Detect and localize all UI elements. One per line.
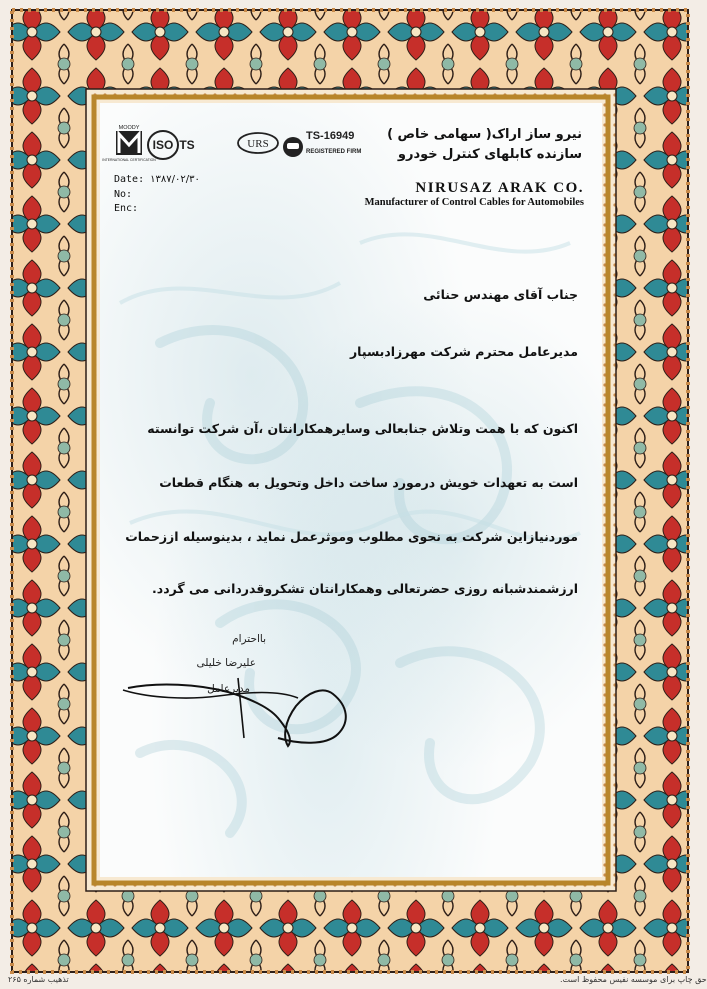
body-line-1: اکنون که با همت وتلاش جنابعالی وسایرهمکارانتان ،آن شرکت توانسته [147, 421, 578, 436]
enclosure-label: Enc: [114, 203, 139, 214]
signer-name: علیرضا خلیلی [196, 657, 256, 669]
urs-logo [238, 133, 278, 153]
ts-cert-sub-label: REGISTERED FIRM [306, 149, 362, 155]
company-tagline-en: Manufacturer of Control Cables for Automobiles [364, 197, 584, 208]
urs-label: URS [247, 138, 269, 150]
enclosure-row [114, 202, 200, 217]
date-value: ۱۳۸۷/۰۲/۳۰ [150, 174, 200, 185]
body-line-3: موردنیازاین شرکت به نحوی مطلوب وموثرعمل نماید ، بدینوسیله اززحمات [125, 529, 578, 544]
iso-label: ISO [152, 138, 174, 152]
iso-ts-logo [148, 131, 195, 159]
letter-meta [114, 173, 200, 217]
closing-salutation: بااحترام [232, 633, 266, 645]
signer-title: مدیرعامل [207, 683, 250, 695]
company-name-fa: نیرو ساز اراک( سهامی خاص ) [387, 127, 582, 142]
certification-logos [102, 123, 370, 173]
footer-left: تذهیب شماره ۲۶۵ [8, 975, 69, 984]
company-tagline-fa: سازنده کابلهای کنترل خودرو [397, 147, 582, 162]
marble-background [100, 103, 602, 877]
moody-sub-label: INTERNATIONAL CERTIFICATION [102, 158, 156, 162]
company-header-en [324, 180, 584, 208]
body-line-2: است به تعهدات خویش درمورد ساخت داخل وتحویل به هنگام قطعات [159, 475, 578, 490]
company-name-en: NIRUSAZ ARAK CO. [415, 180, 584, 196]
number-label: No: [114, 188, 133, 200]
letter-paper [100, 103, 602, 877]
date-label: Date: [114, 174, 145, 185]
ts-cert-label: TS-16949 [306, 130, 355, 142]
recipient-title-line: مدیرعامل محترم شرکت مهرزادبسپار [349, 344, 578, 359]
body-line-4: ارزشمندشبانه روزی حضرتعالی وهمکارانتان تشکروقدردانی می گردد. [152, 581, 578, 596]
number-row [114, 188, 200, 203]
company-header-fa [342, 125, 582, 165]
footer-right: حق چاپ برای موسسه نفیس محفوظ است. [560, 975, 707, 984]
moody-label: MOODY [118, 125, 140, 131]
handwritten-signature [118, 658, 358, 748]
ts-label: TS [179, 138, 195, 152]
recipient-line: جناب آقای مهندس حنائی [423, 287, 578, 302]
date-row [114, 173, 200, 188]
